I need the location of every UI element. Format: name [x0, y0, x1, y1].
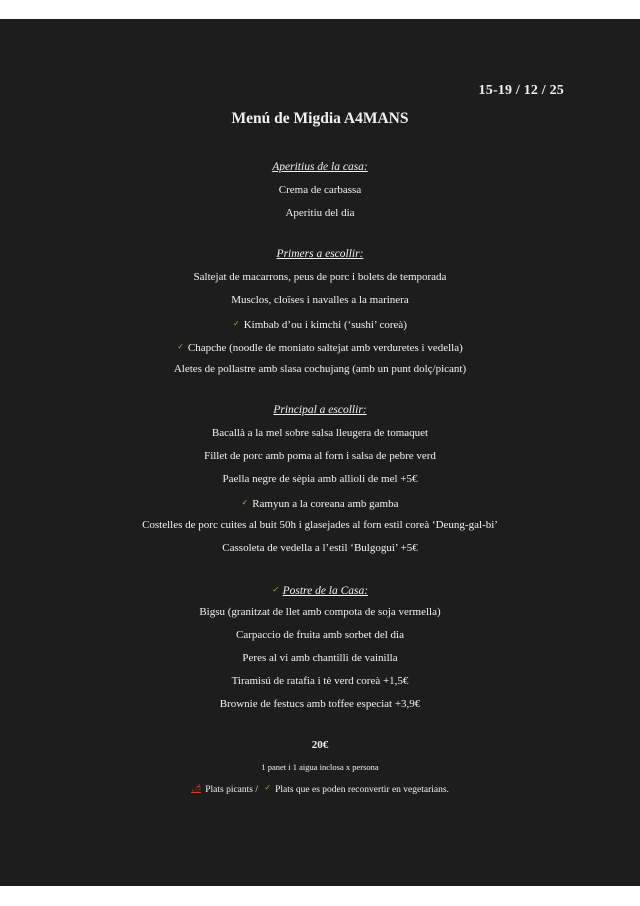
menu-title: Menú de Migdia A4MANS [231, 110, 409, 127]
menu-note: 1 panet i 1 aigua inclosa x persona [261, 762, 379, 772]
section-primers [0, 243, 640, 381]
menu-item: Cassoleta de vedella a l’estil ‘Bulgogui’ +5€ [222, 542, 418, 554]
menu-item-label: Chapche (noodle de moniato saltejat amb verduretes i vedella) [187, 342, 463, 354]
menu-item: Peres al vi amb chantilli de vainilla [242, 652, 398, 664]
section-principal [0, 399, 640, 560]
menu-price: 20€ [311, 739, 329, 751]
legend-spicy-label: Plats picants / [205, 785, 258, 795]
legend-veg-label: Plats que es poden reconvertir en vegetarians. [275, 785, 449, 795]
menu-item: Musclos, cloïses i navalles a la marinera [231, 294, 409, 306]
menu-legend [0, 783, 640, 795]
menu-item: Aperitiu del dia [285, 207, 355, 219]
menu-item: Paella negre de sèpia amb allioli de mel +5€ [222, 473, 418, 485]
leaf-icon: ✓ [271, 585, 279, 594]
section-heading: Aperitius de la casa: [272, 161, 368, 173]
menu-item: Aletes de pollastre amb slasa cochujang (amb un punt dolç/picant) [173, 363, 467, 375]
menu-page [0, 19, 640, 886]
chili-icon: 🌶 [191, 784, 202, 793]
menu-item: Carpaccio de fruita amb sorbet del dia [236, 629, 404, 641]
menu-item: Brownie de festucs amb toffee especiat +3,9€ [219, 698, 421, 710]
menu-item [0, 312, 640, 335]
menu-item: Saltejat de macarrons, peus de porc i bolets de temporada [193, 271, 447, 283]
menu-item-label: Ramyun a la coreana amb gamba [252, 498, 399, 510]
leaf-icon: ✓ [264, 783, 272, 792]
section-heading-row [0, 578, 640, 601]
menu-item [0, 491, 640, 514]
menu-item: Bacallà a la mel sobre salsa lleugera de tomaquet [211, 427, 429, 439]
section-heading: Principal a escollir: [273, 404, 367, 416]
menu-item: Tiramisú de ratafia i tè verd coreà +1,5€ [231, 675, 409, 687]
menu-date: 15-19 / 12 / 25 [478, 83, 564, 98]
menu-item [0, 335, 640, 358]
menu-item: Crema de carbassa [278, 184, 362, 196]
menu-item: Fillet de porc amb poma al forn i salsa de pebre verd [204, 450, 436, 462]
menu-item: Bigsu (granitzat de llet amb compota de soja vermella) [199, 606, 441, 618]
menu-item: Costelles de porc cuites al buit 50h i glasejades al forn estil coreà ‘Deung-gal-bi’ [142, 519, 498, 531]
section-aperitius [0, 156, 640, 225]
section-heading: Primers a escollir: [276, 248, 364, 260]
leaf-icon: ✓ [233, 319, 240, 328]
menu-item-label: Kimbab d’ou i kimchi (‘sushi’ coreà) [243, 319, 407, 331]
leaf-icon: ✓ [177, 342, 184, 351]
section-heading: Postre de la Casa: [282, 585, 369, 597]
leaf-icon: ✓ [241, 498, 249, 507]
section-postre [0, 578, 640, 716]
